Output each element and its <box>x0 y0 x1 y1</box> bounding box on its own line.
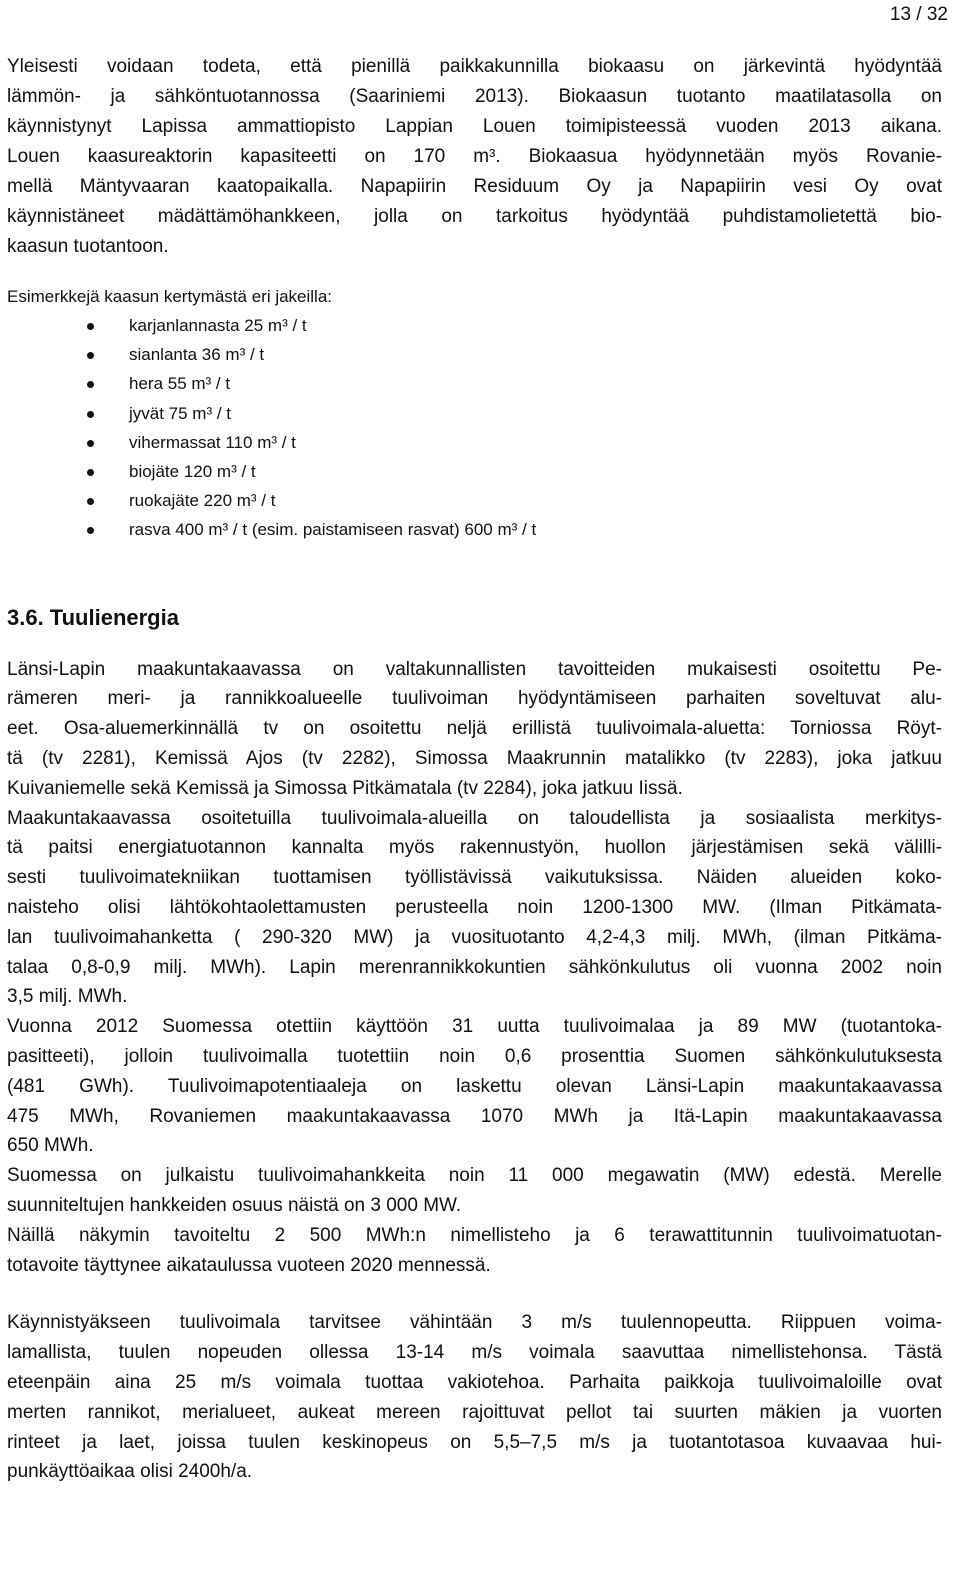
bullet-icon <box>87 469 94 476</box>
text-line: rinteet ja laet, joissa tuulen keskinopeus on 5,5–7,5 m/s ja tuotantotasoa kuvaavaa hui- <box>7 1431 942 1453</box>
bullet-icon <box>87 381 94 388</box>
text-line: Käynnistyäkseen tuulivoimala tarvitsee vähintään 3 m/s tuulennopeutta. Riippuen voima- <box>7 1312 942 1334</box>
page-number: 13 / 32 <box>889 4 948 25</box>
text-line: sesti tuulivoimatekniikan tuottamisen työllistävissä vaikutuksissa. Näiden alueiden koko- <box>7 867 942 889</box>
text-line: merten rannikot, merialueet, aukeat mereen rajoittuvat pellot tai suurten mäkien ja vuorten <box>7 1401 942 1423</box>
bullet-icon <box>87 352 94 359</box>
list-item-text: hera 55 m³ / t <box>129 374 231 394</box>
bullet-icon <box>87 411 94 418</box>
list-item <box>7 311 942 340</box>
intro-paragraph <box>7 52 942 262</box>
text-line: talaa 0,8-0,9 milj. MWh). Lapin merenrannikkokuntien sähkönkulutus oli vuonna 2002 noin <box>7 956 942 978</box>
text-line: 3,5 milj. MWh. <box>7 986 128 1008</box>
text-line: eteenpäin aina 25 m/s voimala tuottaa vakiotehoa. Parhaita paikkoja tuulivoimaloille ovat <box>7 1371 942 1393</box>
text-line: totavoite täyttynee aikataulussa vuoteen 2020 mennessä. <box>7 1254 491 1276</box>
wind-energy-paragraph <box>7 655 942 1281</box>
examples-intro: Esimerkkejä kaasun kertymästä eri jakeilla: <box>7 287 333 306</box>
list-item-text: vihermassat 110 m³ / t <box>129 432 296 452</box>
gas-yield-list <box>7 311 942 545</box>
section-heading: 3.6. Tuulienergia <box>7 604 179 630</box>
list-item-text: ruokajäte 220 m³ / t <box>129 491 276 511</box>
text-line: mellä Mäntyvaaran kaatopaikalla. Napapiirin Residuum Oy ja Napapiirin vesi Oy ovat <box>7 176 942 197</box>
text-line: tä (tv 2281), Kemissä Ajos (tv 2282), Simossa Maakrunnin matalikko (tv 2283), joka jatkuu <box>7 748 942 770</box>
list-item-text: sianlanta 36 m³ / t <box>129 345 265 365</box>
list-item <box>7 399 942 428</box>
text-line: pasitteeti), jolloin tuulivoimalla tuotettiin noin 0,6 prosenttia Suomen sähkönkulutuksesta <box>7 1045 942 1067</box>
turbine-paragraph <box>7 1308 942 1487</box>
text-line: Louen kaasureaktorin kapasiteetti on 170 m³. Biokaasua hyödynnetään myös Rovanie- <box>7 146 942 167</box>
text-line: tä paitsi energiatuotannon kannalta myös rakennustyön, huollon järjestämisen sekä välilli- <box>7 837 942 859</box>
text-line: 650 MWh. <box>7 1135 94 1157</box>
text-line: kaasun tuotantoon. <box>7 236 169 257</box>
list-item <box>7 486 942 515</box>
text-line: käynnistäneet mädättämöhankkeen, jolla on tarkoitus hyödyntää puhdistamolietettä bio- <box>7 206 942 227</box>
text-line: punkäyttöaikaa olisi 2400h/a. <box>7 1461 253 1483</box>
text-line: Kuivaniemelle sekä Kemissä ja Simossa Pitkämatala (tv 2284), joka jatkuu Iissä. <box>7 777 683 799</box>
text-line: eet. Osa-aluemerkinnällä tv on osoitettu neljä erillistä tuulivoimala-aluetta: Torniossa Röyt- <box>7 718 942 740</box>
list-item <box>7 428 942 457</box>
list-item <box>7 457 942 486</box>
list-item <box>7 340 942 369</box>
text-line: Näillä näkymin tavoiteltu 2 500 MWh:n nimellisteho ja 6 terawattitunnin tuulivoimatuotan- <box>7 1224 942 1246</box>
text-line: käynnistynyt Lapissa ammattiopisto Lappian Louen toimipisteessä vuoden 2013 aikana. <box>7 116 942 137</box>
text-line: rämeren meri- ja rannikkoalueelle tuulivoiman hyödyntämiseen parhaiten soveltuvat alu- <box>7 688 942 710</box>
text-line: suunniteltujen hankkeiden osuus näistä on 3 000 MW. <box>7 1194 462 1216</box>
text-line: naisteho olisi lähtökohtaolettamusten perusteella noin 1200-1300 MW. (Ilman Pitkämata- <box>7 897 942 918</box>
list-item-text: karjanlannasta 25 m³ / t <box>129 316 307 335</box>
bullet-icon <box>87 527 94 534</box>
bullet-icon <box>87 440 94 447</box>
text-line: 475 MWh, Rovaniemen maakuntakaavassa 1070 MWh ja Itä-Lapin maakuntakaavassa <box>7 1105 942 1127</box>
text-line: Yleisesti voidaan todeta, että pienillä paikkakunnilla biokaasu on järkevintä hyödyntää <box>7 56 942 77</box>
document-body <box>7 52 942 1487</box>
list-item <box>7 369 942 398</box>
text-line: Vuonna 2012 Suomessa otettiin käyttöön 31 uutta tuulivoimalaa ja 89 MW (tuotantoka- <box>7 1016 942 1038</box>
paragraph-spacer <box>7 1280 942 1308</box>
text-line: Suomessa on julkaistu tuulivoimahankkeita noin 11 000 megawatin (MW) edestä. Merelle <box>7 1165 942 1187</box>
text-line: Länsi-Lapin maakuntakaavassa on valtakunnallisten tavoitteiden mukaisesti osoitettu Pe- <box>7 658 942 680</box>
list-item-text: rasva 400 m³ / t (esim. paistamiseen rasvat) 600 m³ / t <box>129 520 537 540</box>
text-line: (481 GWh). Tuulivoimapotentiaaleja on laskettu olevan Länsi-Lapin maakuntakaavassa <box>7 1075 942 1097</box>
list-item-text: jyvät 75 m³ / t <box>129 403 232 423</box>
text-line: Maakuntakaavassa osoitetuilla tuulivoimala-alueilla on taloudellista ja sosiaalista merkitys- <box>7 807 942 829</box>
text-line: lämmön- ja sähköntuotannossa (Saariniemi 2013). Biokaasun tuotanto maatilatasolla on <box>7 86 942 107</box>
list-item <box>7 515 942 544</box>
bullet-icon <box>87 323 94 330</box>
bullet-icon <box>87 498 94 505</box>
text-line: lamallista, tuulen nopeuden ollessa 13-14 m/s voimala saavuttaa nimellistehonsa. Tästä <box>7 1342 942 1364</box>
text-line: lan tuulivoimahanketta ( 290-320 MW) ja vuosituotanto 4,2-4,3 milj. MWh, (ilman Pitkäma- <box>7 926 942 948</box>
list-item-text: biojäte 120 m³ / t <box>129 462 256 482</box>
